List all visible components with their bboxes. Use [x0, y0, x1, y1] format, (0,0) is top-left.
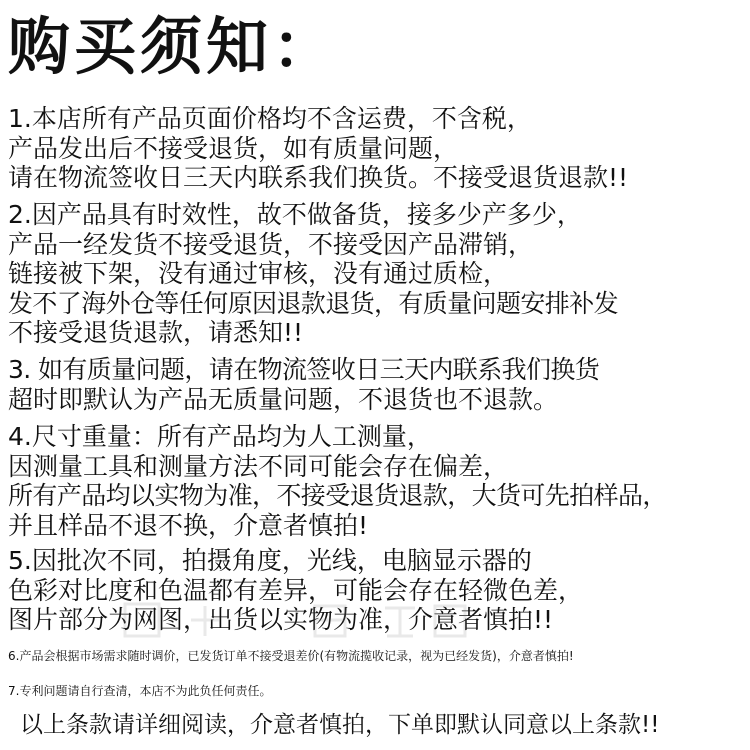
notice-line: 产品发出后不接受退货，如有质量问题， [8, 133, 459, 163]
notice-line: 3. 如有质量问题，请在物流签收日三天内联系我们换货 [8, 355, 600, 384]
notice-section-4 [8, 422, 744, 540]
notice-line: 产品一经发货不接受退货，不接受因产品滞销， [8, 229, 534, 259]
watermark-graphic [115, 598, 475, 642]
notice-section-3 [8, 355, 744, 414]
notice-line: 并且样品不退不换，介意者慎拍! [8, 510, 369, 540]
notice-line: 请在物流签收日三天内联系我们换货。不接受退货退款!! [8, 163, 629, 192]
notice-line: 色彩对比度和色温都有差异，可能会存在轻微色差， [8, 575, 584, 605]
notice-line: 超时即默认为产品无质量问题，不退货也不退款。 [8, 384, 559, 414]
note-7: 7.专利问题请自行查清，本店不为此负任何责任。 [8, 684, 272, 698]
notice-line: 5.因批次不同，拍摄角度，光线，电脑显示器的 [8, 546, 532, 575]
notice-line: 4.尺寸重量：所有产品均为人工测量， [8, 422, 432, 451]
notice-line: 发不了海外仓等任何原因退款退货，有质量问题安排补发 [8, 288, 619, 318]
notice-line: 链接被下架，没有通过审核，没有通过质检， [8, 259, 509, 288]
notice-line: 因测量工具和测量方法不同可能会存在偏差， [8, 451, 509, 481]
notice-line: 所有产品均以实物为准，不接受退货退款，大货可先拍样品， [8, 481, 667, 510]
footer-statement: 以上条款请详细阅读，介意者慎拍，下单即默认同意以上条款!! [20, 712, 660, 738]
notice-section-2 [8, 200, 744, 348]
note-6: 6.产品会根据市场需求随时调价，已发货订单不接受退差价(有物流揽收记录，视为已经发货)，介意者慎拍! [8, 649, 574, 663]
notice-line: 图片部分为网图，出货以实物为准，介意者慎拍!! [8, 605, 554, 634]
notice-line: 1.本店所有产品页面价格均不含运费，不含税， [8, 104, 532, 133]
page-title: 购买须知： [8, 10, 339, 83]
notice-line: 2.因产品具有时效性，故不做备货，接多少产多少， [8, 200, 582, 229]
notice-section-1 [8, 104, 744, 193]
notice-line: 不接受退货退款，请悉知!! [8, 318, 304, 347]
